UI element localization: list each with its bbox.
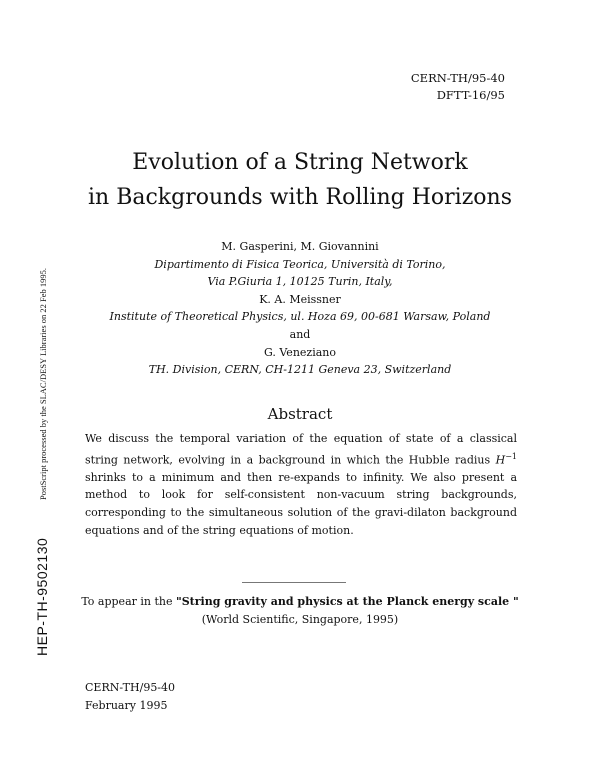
abstract-text — [85, 430, 517, 539]
publication-line — [0, 593, 600, 611]
divider-rule — [242, 582, 346, 583]
arxiv-identifier: HEP-TH-9502130 — [34, 537, 50, 656]
abstract-heading: Abstract — [267, 405, 333, 423]
affiliation-line: TH. Division, CERN, CH-1211 Geneva 23, Switzerland — [148, 363, 452, 377]
title-line: Evolution of a String Network — [132, 150, 468, 175]
hubble-exponent: −1 — [505, 451, 517, 461]
appear-prefix: To appear in the — [81, 595, 176, 608]
affiliation-line: Institute of Theoretical Physics, ul. Hoza 69, 00-681 Warsaw, Poland — [109, 310, 491, 324]
proceedings-title: "String gravity and physics at the Planck energy scale " — [176, 595, 519, 608]
footer-block — [85, 679, 175, 714]
footer-report-number: CERN-TH/95-40 — [85, 681, 176, 694]
paper-title — [0, 145, 600, 215]
affiliation-line: Via P.Giuria 1, 10125 Turin, Italy, — [207, 275, 393, 289]
hubble-symbol: H — [495, 453, 506, 467]
report-number: DFTT-16/95 — [436, 88, 505, 102]
report-numbers — [411, 70, 505, 104]
report-number: CERN-TH/95-40 — [410, 71, 505, 85]
affiliation-line: Dipartimento di Fisica Teorica, Università di Torino, — [154, 257, 446, 271]
author-block — [0, 238, 600, 379]
abstract-text-part: We discuss the temporal variation of the equation of state of a classical string network, evolving in a background in which the Hubble radius — [85, 432, 517, 467]
abstract-text-part: shrinks to a minimum and then re-expands to infinity. We also present a method to look for self-consistent non-vacuum string backgrounds, corresponding to the simultaneous solution of the gravi-dilaton background equations and of the string equations of motion. — [85, 470, 517, 537]
and-separator: and — [289, 327, 311, 341]
publication-note — [0, 593, 600, 628]
authors-line: M. Gasperini, M. Giovannini — [221, 240, 379, 253]
publisher-line: (World Scientific, Singapore, 1995) — [201, 612, 399, 626]
footer-date: February 1995 — [85, 698, 168, 712]
title-line: in Backgrounds with Rolling Horizons — [88, 185, 512, 210]
authors-line: K. A. Meissner — [259, 292, 341, 306]
authors-line: G. Veneziano — [263, 345, 336, 359]
slac-stamp: PostScript processed by the SLAC/DESY Libraries on 22 Feb 1995. — [38, 268, 48, 500]
